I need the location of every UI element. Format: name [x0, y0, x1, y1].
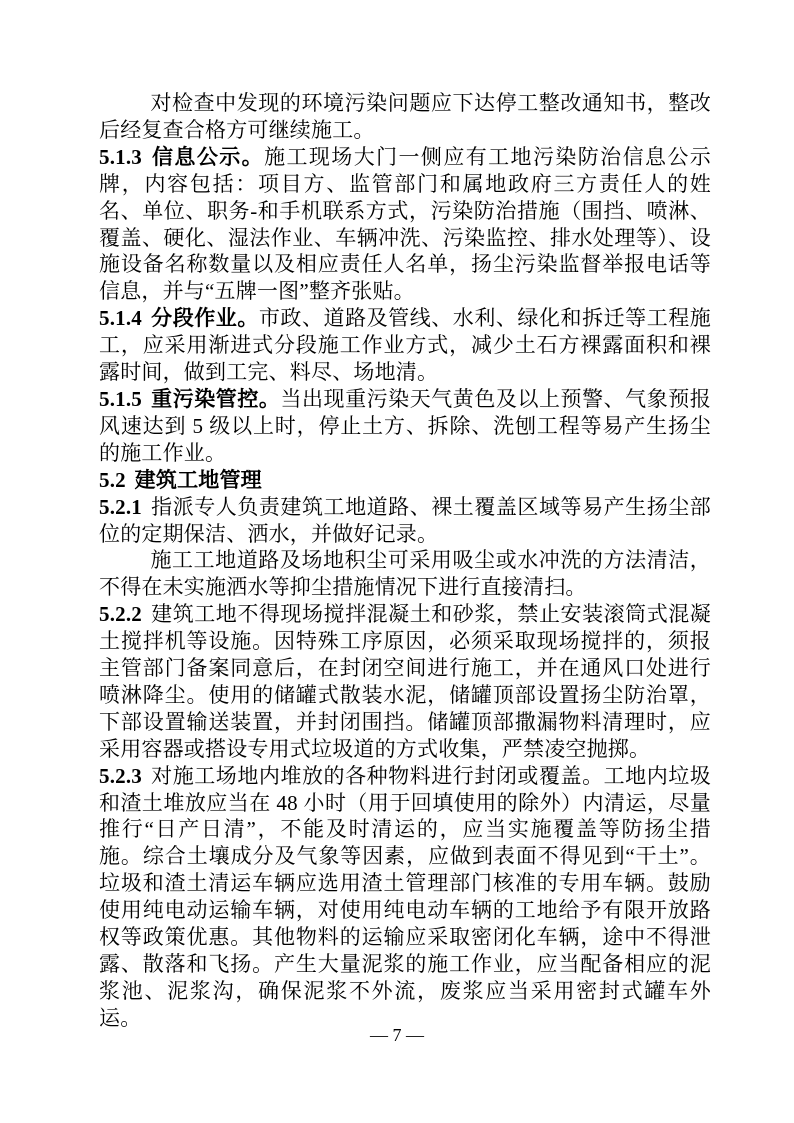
page-footer — [0, 1024, 794, 1046]
paragraph — [99, 305, 711, 386]
section-title: 重污染管控。 — [150, 386, 281, 411]
section-number: 5.2.2 — [99, 602, 142, 627]
section-number: 5.1.5 — [99, 386, 142, 411]
page-number: — 7 — — [370, 1025, 424, 1045]
paragraph — [99, 763, 711, 1032]
section-title: 分段作业。 — [150, 306, 259, 331]
section-number: 5.1.3 — [99, 144, 142, 169]
paragraph — [99, 144, 711, 305]
paragraph — [99, 467, 711, 494]
paragraph-text: 对检查中发现的环境污染问题应下达停工整改通知书，整改后经复查合格方可继续施工。 — [99, 91, 711, 142]
paragraph-text: 施工工地道路及场地积尘可采用吸尘或水冲洗的方法清洁，不得在未实施洒水等抑尘措施情况下进行直接清扫。 — [99, 548, 711, 600]
paragraph-text: 市政、道路及管线、水利、绿化和拆迁等工程施工，应采用渐进式分段施工作业方式，减少土石方裸露面积和裸露时间，做到工完、料尽、场地清。 — [99, 306, 711, 385]
paragraph-text: 对施工场地内堆放的各种物料进行封闭或覆盖。工地内垃圾和渣土堆放应当在 48 小时（用于回填使用的除外）内清运，尽量推行“日产日清”，不能及时清运的，应当实施覆盖等防扬尘措施。综合土壤成分及气象等因素，应做到表面不得见到“干土”。垃圾和渣土清运车辆应选用渣土管理部门核准的专用车辆。鼓励使用纯电动运输车辆，对使用纯电动车辆的工地给予有限开放路权等政策优惠。其他物料的运输应采取密闭化车辆，途中不得泄露、散落和飞扬。产生大量泥浆的施工作业，应当配备相应的泥浆池、泥浆沟，确保泥浆不外流，废浆应当采用密封式罐车外运。 — [99, 763, 711, 1030]
paragraph-text: 建筑工地不得现场搅拌混凝土和砂浆，禁止安装滚筒式混凝土搅拌机等设施。因特殊工序原因，必须采取现场搅拌的，须报主管部门备案同意后，在封闭空间进行施工，并在通风口处进行喷淋降尘。使用的储罐式散装水泥，储罐顶部设置扬尘防治罩，下部设置输送装置，并封闭围挡。储罐顶部撒漏物料清理时，应采用容器或搭设专用式垃圾道的方式收集，严禁凌空抛掷。 — [99, 602, 711, 761]
paragraph — [99, 494, 711, 548]
section-number: 5.2 — [99, 467, 126, 492]
paragraph-text: 当出现重污染天气黄色及以上预警、气象预报风速达到 5 级以上时，停止土方、拆除、洗刨工程等易产生扬尘的施工作业。 — [99, 386, 712, 465]
section-title: 信息公示。 — [150, 144, 265, 169]
paragraph — [99, 90, 711, 144]
paragraph-text: 指派专人负责建筑工地道路、裸土覆盖区域等易产生扬尘部位的定期保洁、洒水，并做好记录。 — [99, 494, 711, 546]
section-number: 5.2.1 — [99, 494, 142, 519]
paragraph-text: 施工现场大门一侧应有工地污染防治信息公示牌，内容包括：项目方、监管部门和属地政府三方责任人的姓名、单位、职务-和手机联系方式，污染防治措施（围挡、喷淋、覆盖、硬化、湿法作业、车辆冲洗、污染监控、排水处理等）、设施设备名称数量以及相应责任人名单，扬尘污染监督举报电话等信息，并与“五牌一图”整齐张贴。 — [99, 144, 712, 304]
section-title: 建筑工地管理 — [134, 467, 262, 492]
section-number: 5.1.4 — [99, 306, 142, 331]
paragraph — [99, 386, 711, 467]
paragraph — [99, 547, 711, 601]
paragraph — [99, 601, 711, 762]
document-body — [99, 90, 711, 1032]
section-number: 5.2.3 — [99, 763, 142, 788]
